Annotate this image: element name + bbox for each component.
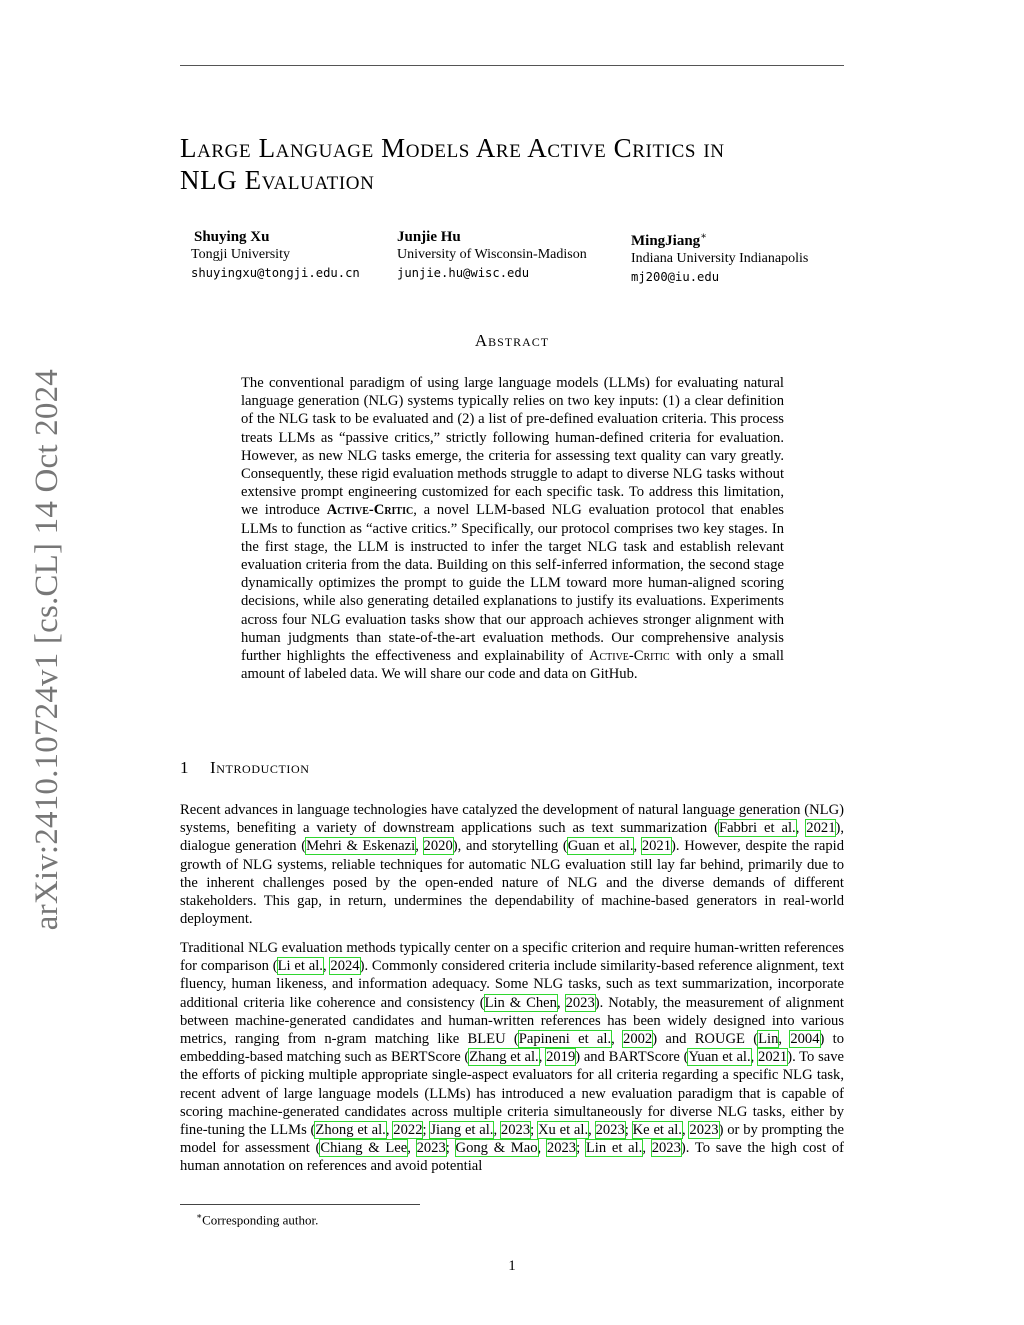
citation-year-link[interactable]: 2004 bbox=[790, 1031, 820, 1048]
citation-separator: , bbox=[778, 1031, 791, 1048]
author-email[interactable]: junjie.hu@wisc.edu bbox=[397, 266, 530, 280]
citation-link[interactable]: Papineni et al. bbox=[518, 1031, 612, 1048]
citation-link[interactable]: Yuan et al. bbox=[688, 1049, 751, 1066]
corresponding-author-marker: ∗ bbox=[700, 231, 707, 242]
citation-year-link[interactable]: 2020 bbox=[423, 838, 453, 855]
citation-year-link[interactable]: 2023 bbox=[689, 1122, 719, 1139]
citation-year-link[interactable]: 2002 bbox=[623, 1031, 653, 1048]
citation-year-link[interactable]: 2023 bbox=[595, 1122, 625, 1139]
paragraph-text: ). However, despite the rapid growth of NLG systems, reliable techniques for automatic NLG evaluation still lay far behind, primarily due to the inherent challenges posed by the open-ended nature of NLG and the diverse demands of different stakeholders. This gap, in return, undermines the dependability of machine-based generators in real-world deployment. bbox=[180, 838, 845, 928]
paragraph-text: ) to embedding-based matching such as BERTScore ( bbox=[180, 1031, 844, 1066]
citation-year-link[interactable]: 2023 bbox=[546, 1140, 577, 1157]
citation-link[interactable]: Gong & Mao bbox=[455, 1140, 538, 1157]
author-block-3 bbox=[631, 228, 808, 286]
method-name: Active-Critic bbox=[326, 502, 414, 519]
author-affiliation: Tongji University bbox=[191, 247, 290, 262]
citation-year-link[interactable]: 2021 bbox=[806, 820, 836, 837]
citation-separator: , bbox=[795, 820, 807, 837]
citation-year-link[interactable]: 2021 bbox=[641, 838, 672, 855]
method-name: Active-Critic bbox=[588, 648, 670, 665]
section-number: 1 bbox=[180, 758, 190, 777]
paragraph-text: ; bbox=[624, 1122, 633, 1139]
paragraph-text: ; bbox=[445, 1140, 456, 1157]
author-affiliation: Indiana University Indianapolis bbox=[631, 251, 809, 266]
paragraph-text: ) and BARTScore ( bbox=[575, 1049, 689, 1066]
citation-link[interactable]: Xu et al. bbox=[537, 1122, 589, 1139]
citation-separator: , bbox=[588, 1122, 596, 1139]
paragraph-text: ; bbox=[530, 1122, 538, 1139]
paragraph-text: ; bbox=[422, 1122, 431, 1139]
footnote-marker: ∗ bbox=[196, 1211, 203, 1221]
citation-link[interactable]: Li et al. bbox=[277, 958, 323, 975]
citation-separator: , bbox=[415, 838, 424, 855]
author-affiliation: University of Wisconsin-Madison bbox=[397, 247, 587, 262]
citation-year-link[interactable]: 2023 bbox=[565, 994, 595, 1011]
citation-separator: , bbox=[681, 1122, 690, 1139]
author-name: Shuying Xu bbox=[194, 229, 270, 245]
author-email[interactable]: mj200@iu.edu bbox=[631, 270, 720, 284]
paragraph-text: ) or by prompting the model for assessment ( bbox=[180, 1122, 845, 1157]
paragraph-text: ; bbox=[576, 1140, 586, 1157]
title-line-2: NLG Evaluation bbox=[180, 165, 375, 195]
citation-link[interactable]: Chiang & Lee bbox=[320, 1140, 408, 1157]
abstract-text: The conventional paradigm of using large language models (LLMs) for evaluating natural language generation (NLG) systems typically relies on two key inputs: (1) a clear definition of the NLG task to be evaluated and (2) a list of pre-defined evaluation criteria. This process treats LLMs as “passive critics,” strictly following human-defined criteria for evaluation. However, as new NLG tasks emerge, the criteria for assessing text quality can vary greatly. Consequently, these rigid evaluation methods struggle to adapt to diverse NLG tasks without extensive prompt engineering customized for each specific task. To address this limitation, we introduce bbox=[241, 375, 784, 519]
citation-year-link[interactable]: 2023 bbox=[416, 1140, 446, 1157]
citation-link[interactable]: Ke et al. bbox=[632, 1122, 682, 1139]
author-name: Junjie Hu bbox=[397, 229, 461, 245]
citation-link[interactable]: Fabbri et al. bbox=[718, 820, 796, 837]
citation-separator: , bbox=[493, 1122, 501, 1139]
section-title: Introduction bbox=[210, 758, 310, 777]
author-name: MingJiang bbox=[631, 233, 701, 249]
author-email[interactable]: shuyingxu@tongji.edu.cn bbox=[191, 266, 360, 280]
abstract-text: with only a small amount of labeled data. We will share our code and data on GitHub. bbox=[241, 648, 784, 683]
arxiv-identifier-stamp bbox=[22, 360, 72, 940]
citation-link[interactable]: Lin bbox=[758, 1031, 779, 1048]
paragraph-text: ), dialogue generation ( bbox=[180, 820, 844, 855]
citation-separator: , bbox=[642, 1140, 652, 1157]
abstract-text: , a novel LLM-based NLG evaluation protocol that enables LLMs to function as “active critics.” Specifically, our protocol comprises two key stages. In the first stage, the LLM is instructed to infer the target NLG task and establish relevant evaluation criteria from the data. Building on this self-inferred information, the second stage dynamically optimizes the prompt to guide the LLM toward more human-aligned scoring decisions, while also generating detailed explanations to justify its evaluations. Experiments across four NLG evaluation tasks show that our approach achieves stronger alignment with human judgments than state-of-the-art evaluation methods. Our comprehensive analysis further highlights the effectiveness and explainability of bbox=[241, 502, 784, 665]
citation-link[interactable]: Zhong et al. bbox=[315, 1122, 386, 1139]
author-name-row bbox=[631, 228, 808, 250]
citation-year-link[interactable]: 2024 bbox=[330, 958, 360, 975]
paper-title bbox=[180, 132, 850, 196]
paragraph-text: ). To save the high cost of human annotation on references and avoid potential bbox=[180, 1140, 845, 1175]
citation-year-link[interactable]: 2019 bbox=[546, 1049, 576, 1066]
page-number: 1 bbox=[508, 1258, 516, 1274]
citation-separator: , bbox=[407, 1140, 417, 1157]
citation-separator: , bbox=[385, 1122, 394, 1139]
footnote-rule bbox=[180, 1204, 420, 1205]
citation-separator: , bbox=[750, 1049, 759, 1066]
author-block-1 bbox=[191, 228, 360, 282]
citation-separator: , bbox=[556, 994, 566, 1011]
citation-link[interactable]: Mehri & Eskenazi bbox=[306, 838, 416, 855]
author-block-2 bbox=[397, 228, 587, 282]
paragraph-text: ), and storytelling ( bbox=[452, 838, 568, 855]
paragraph-text: ). Notably, the measurement of alignment between machine-generated candidates and human-written references has been widely designed into various metrics, ranging from n-gram matching like BLEU ( bbox=[180, 994, 844, 1048]
citation-year-link[interactable]: 2023 bbox=[500, 1122, 531, 1139]
intro-paragraph-2 bbox=[180, 939, 844, 1176]
citation-separator: , bbox=[611, 1031, 624, 1048]
arxiv-identifier-text: arXiv:2410.10724v1 [cs.CL] 14 Oct 2024 bbox=[28, 369, 65, 931]
citation-year-link[interactable]: 2022 bbox=[393, 1122, 423, 1139]
paragraph-text: ). Commonly considered criteria include similarity-based reference alignment, text fluency, human likeness, and information adequacy. Some NLG tasks, such as text summarization, incorporate additional criteria like coherence and consistency ( bbox=[180, 958, 844, 1011]
paragraph-text: Traditional NLG evaluation methods typically center on a specific criterion and require human-written references for comparison ( bbox=[180, 940, 844, 975]
citation-separator: , bbox=[322, 958, 331, 975]
paragraph-text: ) and ROUGE ( bbox=[652, 1031, 759, 1048]
paragraph-text: Recent advances in language technologies have catalyzed the development of natural language generation (NLG) systems, benefiting a variety of downstream applications such as text summarization ( bbox=[180, 802, 844, 837]
citation-link[interactable]: Lin & Chen bbox=[484, 994, 557, 1011]
footnote bbox=[196, 1208, 318, 1228]
citation-separator: , bbox=[633, 838, 642, 855]
footnote-text: Corresponding author. bbox=[202, 1212, 319, 1228]
citation-year-link[interactable]: 2023 bbox=[651, 1140, 681, 1157]
abstract-heading: Abstract bbox=[474, 331, 550, 350]
citation-link[interactable]: Jiang et al. bbox=[430, 1122, 494, 1139]
title-line-1: Large Language Models Are Active Critics in bbox=[180, 133, 725, 163]
intro-paragraph-1 bbox=[180, 801, 844, 928]
section-heading-introduction bbox=[180, 758, 310, 778]
top-rule bbox=[180, 65, 844, 66]
paragraph-text: ). To save the efforts of picking multiple appropriate single-aspect evaluators for all criteria regarding a specific NLG task, recent advent of large language models (LLMs) has introduced a new evaluation paradigm that is capable of scoring machine-generated candidates across multiple criteria simultaneously for diverse NLG tasks, either by fine-tuning the LLMs ( bbox=[180, 1049, 845, 1139]
citation-link[interactable]: Zhang et al. bbox=[469, 1049, 539, 1066]
citation-separator: , bbox=[538, 1049, 547, 1066]
citation-year-link[interactable]: 2021 bbox=[758, 1049, 788, 1066]
citation-link[interactable]: Lin et al. bbox=[585, 1140, 643, 1157]
citation-link[interactable]: Guan et al. bbox=[567, 838, 634, 855]
citation-separator: , bbox=[537, 1140, 547, 1157]
abstract-body bbox=[241, 374, 784, 683]
